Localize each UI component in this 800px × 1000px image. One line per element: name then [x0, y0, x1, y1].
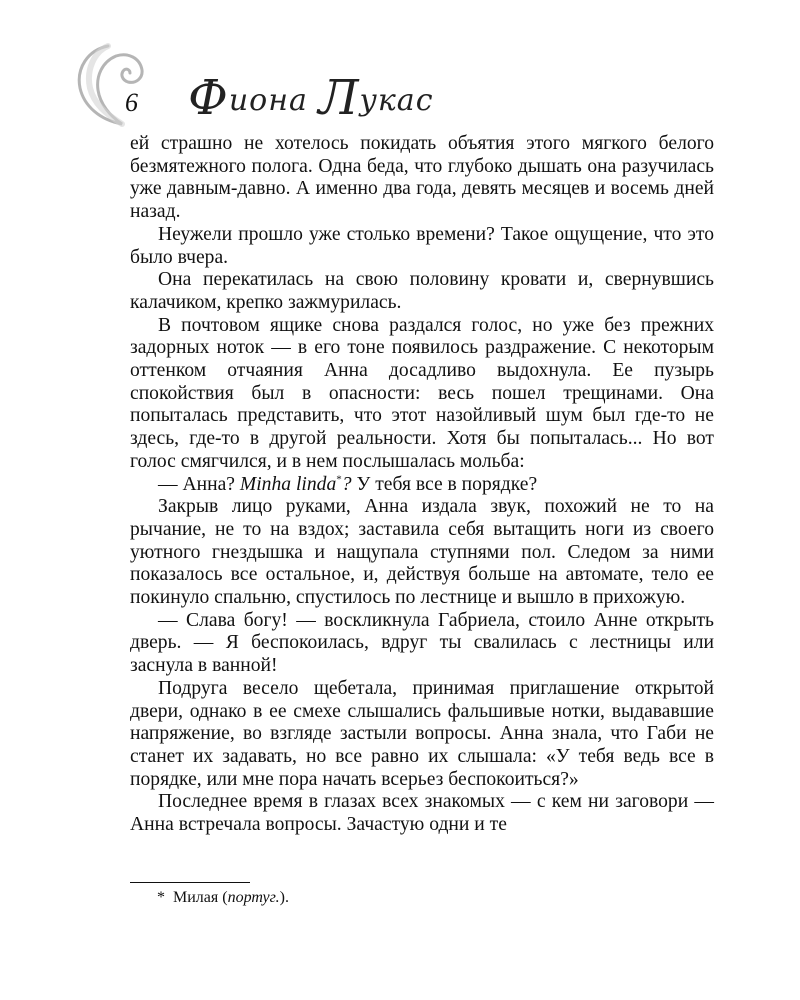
paragraph: Подруга весело щебетала, принимая приглашение открытой двери, однако в ее смехе слышались фальшивые нотки, выдававшие напряжение, во взгляде застыли вопросы. Анна знала, что Габи не станет их задавать, но все равно их слышала: «У тебя ведь все в порядке, или мне пора начать всерьез беспокоиться?» — [130, 677, 714, 790]
page-header — [70, 40, 490, 130]
footnote-mark: * — [157, 889, 165, 906]
paragraph: ей страшно не хотелось покидать объятия этого мягкого белого безмятежного полога. Одна беда, что глубоко дышать она разучилась уже давным-давно. А именно два года, девять месяцев и восемь дней назад. — [130, 133, 714, 223]
footnote-language: португ. — [227, 889, 280, 906]
author-first-rest: иона — [228, 83, 308, 118]
paragraph: Закрыв лицо руками, Анна издала звук, похожий не то на рычание, не то на вздох; заставила себя вытащить ноги из своего уютного гнездышка и нащупала ступнями пол. Следом за ними показалось все остальное, и, действуя больше на автомате, тело ее покинуло спальню, спустилось по лестнице и вышло в прихожую. — [130, 496, 714, 609]
footnote-marker: * — [336, 473, 342, 486]
paragraph-dialogue — [130, 474, 714, 497]
author-first-initial: Ф — [188, 70, 229, 126]
running-head-author — [188, 70, 434, 126]
footnote-divider — [130, 882, 250, 883]
portuguese-phrase: Minha linda — [239, 473, 337, 495]
author-last-rest: укас — [359, 83, 434, 118]
author-last-initial: Л — [318, 70, 360, 126]
footnote-text-after: ). — [279, 889, 289, 906]
paragraph: Неужели прошло уже столько времени? Такое ощущение, что это было вчера. — [130, 223, 714, 268]
footnote-text-before: Милая ( — [173, 889, 228, 906]
footnote — [157, 888, 289, 908]
paragraph: Последнее время в глазах всех знакомых — с кем ни заговори — Анна встречала вопросы. Зачастую одни и те — [130, 791, 714, 836]
dialogue-dash: — Анна? — [158, 473, 240, 495]
dialogue-rest: У тебя все в порядке? — [351, 473, 538, 495]
question-mark: ? — [341, 473, 352, 495]
body-text — [130, 133, 714, 837]
paragraph: В почтовом ящике снова раздался голос, но уже без прежних задорных ноток — в его тоне появилось раздражение. С некоторым оттенком отчаяния Анна досадливо выдохнула. Ее пузырь спокойствия был в опасности: весь пошел трещинами. Она попыталась представить, что этот назойливый шум был где-то не здесь, где-то в другой реальности. Хотя бы попыталась... Но вот голос смягчился, и в нем послышалась мольба: — [130, 314, 714, 472]
page-number: 6 — [125, 88, 138, 117]
swirl-ornament-icon — [70, 40, 160, 130]
paragraph: Она перекатилась на свою половину кровати и, свернувшись калачиком, крепко зажмурилась. — [130, 269, 714, 313]
paragraph: — Слава богу! — воскликнула Габриела, стоило Анне открыть дверь. — Я беспокоилась, вдруг ты свалилась с лестницы или заснула в ванной! — [130, 609, 714, 677]
